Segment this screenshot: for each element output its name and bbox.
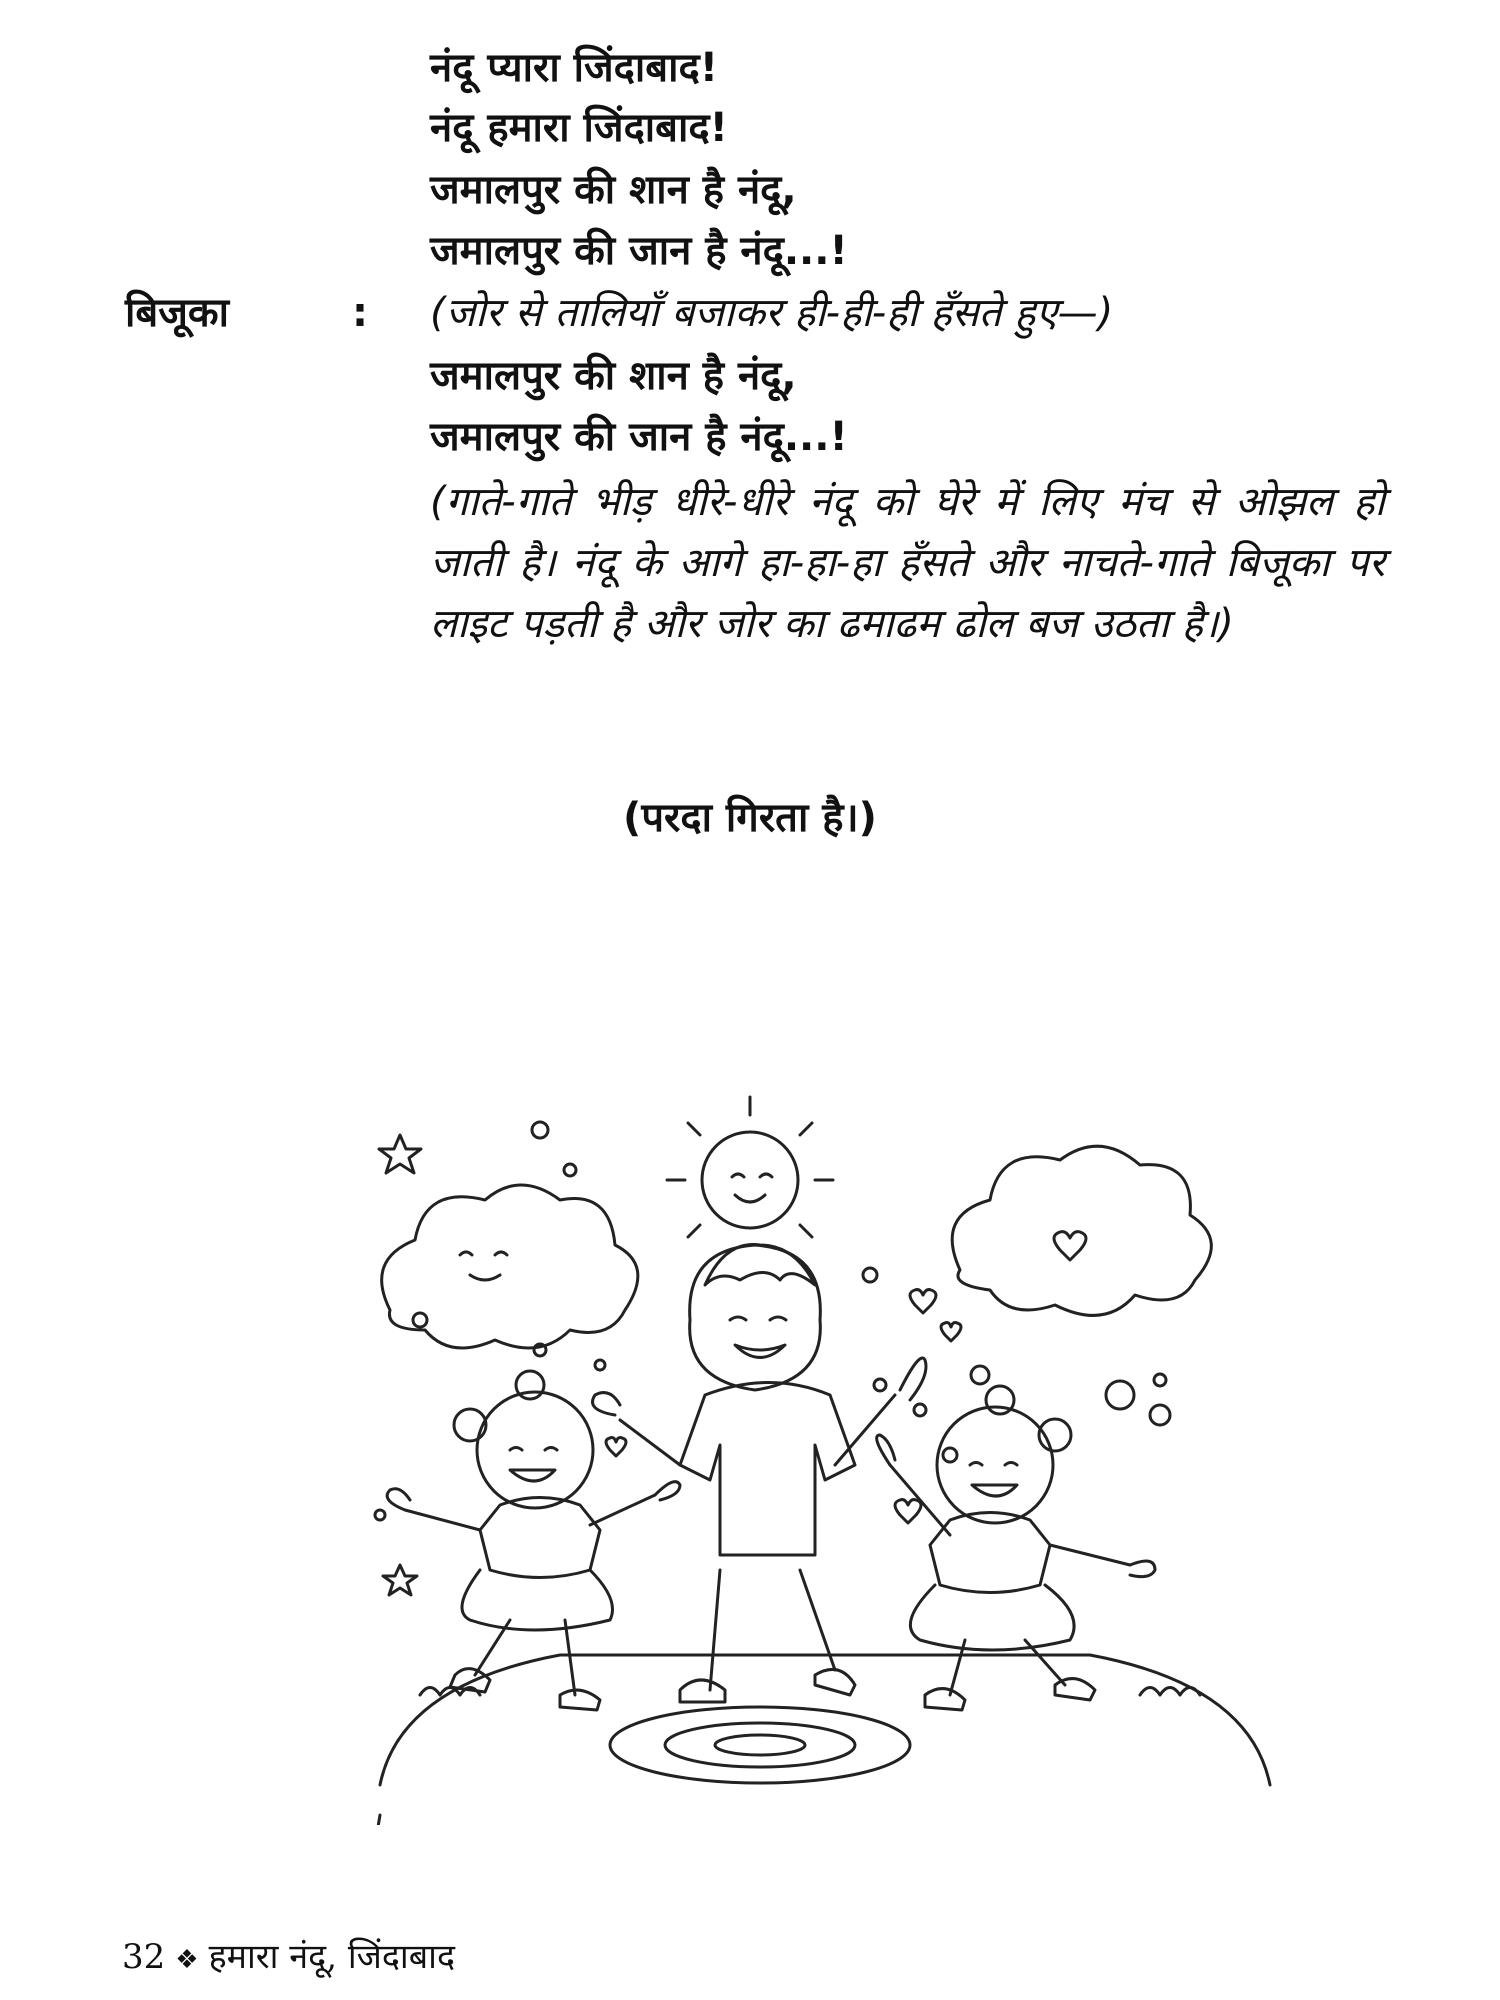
verse-line: नंदू प्यारा जिंदाबाद! — [430, 45, 718, 91]
cloud-icon — [382, 1185, 638, 1348]
ground-hill — [380, 1655, 1270, 1785]
page-footer — [122, 1932, 455, 1978]
verse-line: नंदू हमारा जिंदाबाद! — [430, 105, 728, 151]
heart-icon — [895, 1500, 921, 1523]
page-number: 32 — [122, 1937, 166, 1977]
speaker-direction: (जोर से तालियाँ बजाकर ही-ही-ही हँसते हुए—) — [430, 290, 1114, 336]
verse-line: जमालपुर की शान है नंदू, — [430, 167, 797, 213]
heart-icon — [606, 1438, 626, 1457]
separator-icon: ❖ — [175, 1945, 199, 1975]
stage-direction: (गाते-गाते भीड़ धीरे-धीरे नंदू को घेरे में लिए मंच से ओझल हो जाती है। नंदू के आगे हा-हा-हा हँसते और नाचते-गाते बिजूका पर लाइट पड़ती है और जोर का ढमाढम ढोल बज उठता है।) — [430, 479, 1385, 647]
cloud-icon — [952, 1146, 1211, 1315]
speaker-name: बिजूका — [125, 290, 229, 336]
heart-icon — [910, 1290, 936, 1313]
boy-figure — [593, 1245, 927, 1703]
speaker-colon: : — [352, 290, 368, 336]
sun-icon — [667, 1097, 833, 1237]
verse-line: जमालपुर की शान है नंदू, — [430, 353, 797, 399]
star-icon — [379, 1135, 421, 1173]
ripple — [610, 1707, 910, 1783]
star-icon — [383, 1565, 417, 1595]
dancing-children-illustration — [360, 1095, 1290, 1825]
heart-icon — [1054, 1232, 1086, 1260]
heart-icon — [941, 1323, 961, 1342]
verse-line: जमालपुर की जान है नंदू...! — [430, 228, 848, 274]
curtain-line: (परदा गिरता है।) — [623, 795, 877, 841]
verse-line: जमालपुर की जान है नंदू...! — [430, 414, 848, 460]
book-title: हमारा नंदू, जिंदाबाद — [208, 1937, 455, 1977]
